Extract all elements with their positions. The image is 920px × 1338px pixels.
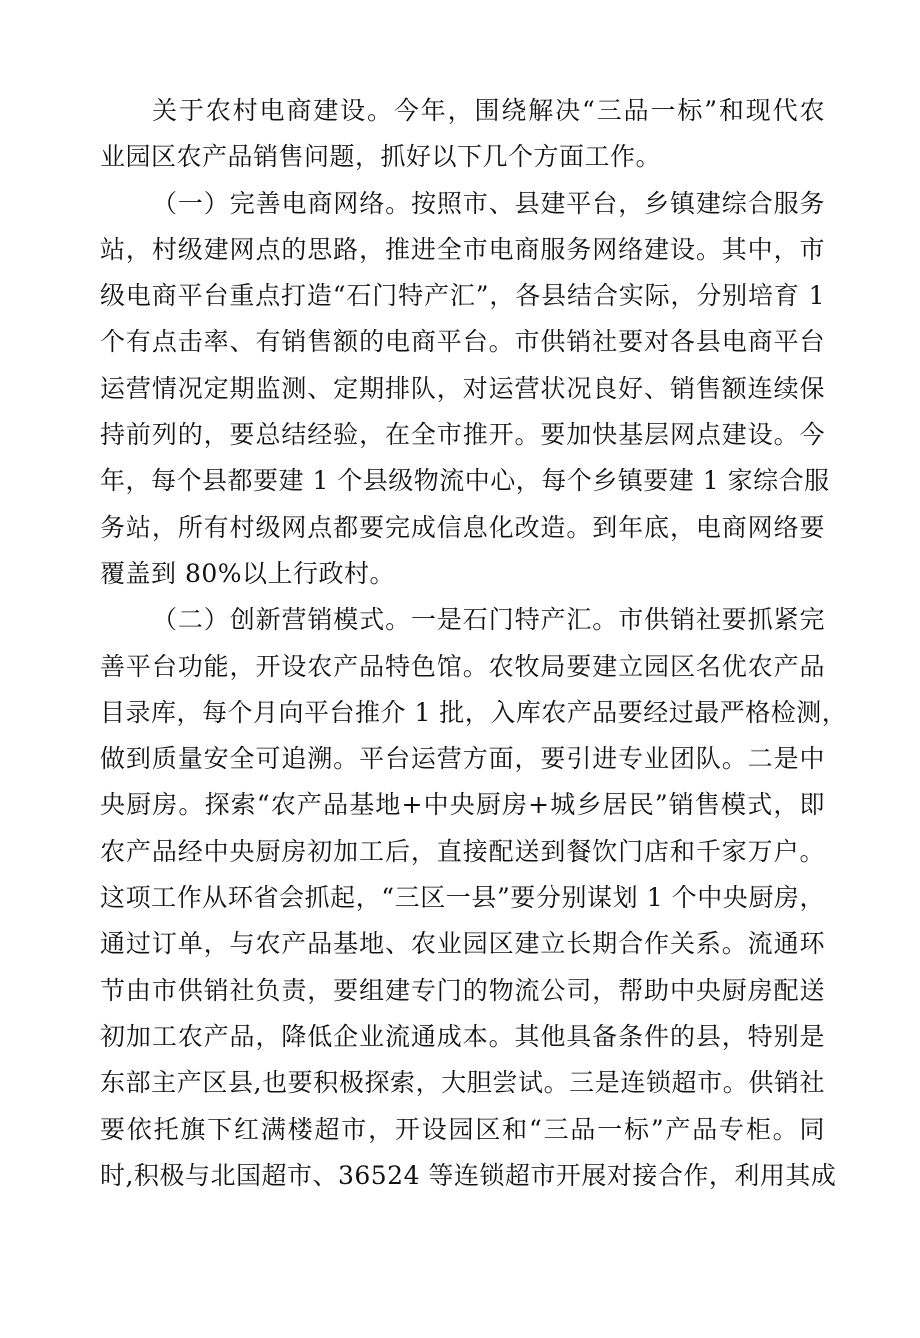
paragraph-line: 时,积极与北国超市、36524 等连锁超市开展对接合作，利用其成 [100,1160,837,1190]
paragraph-line: 运营情况定期监测、定期排队，对运营状况良好、销售额连续保 [100,373,825,403]
paragraph-line: 节由市供销社负责，要组建专门的物流公司，帮助中央厨房配送 [100,975,825,1005]
paragraph-marketing-models [100,597,848,1199]
paragraph-line: 初加工农产品，降低企业流通成本。其他具备条件的县，特别是 [100,1021,825,1051]
document-body [100,88,848,1199]
paragraph-line: （二）创新营销模式。一是石门特产汇。市供销社要抓紧完 [152,605,825,635]
paragraph-line: 这项工作从环省会抓起，“三区一县”要分别谋划 1 个中央厨房， [100,883,825,913]
paragraph-line: 目录库，每个月向平台推介 1 批，入库农产品要经过最严格检测， [100,697,848,727]
paragraph-rural-ecommerce-intro [100,88,825,181]
paragraph-line: 覆盖到 80%以上行政村。 [100,558,396,588]
paragraph-line: 务站，所有村级网点都要完成信息化改造。到年底，电商网络要 [100,512,825,542]
paragraph-line: 个有点击率、有销售额的电商平台。市供销社要对各县电商平台 [100,327,825,357]
paragraph-line: 善平台功能，开设农产品特色馆。农牧局要建立园区名优农产品 [100,651,825,681]
paragraph-line: 业园区农产品销售问题，抓好以下几个方面工作。 [100,142,662,172]
paragraph-line: 级电商平台重点打造“石门特产汇”，各县结合实际，分别培育 1 [100,281,825,311]
paragraph-line: （一）完善电商网络。按照市、县建平台，乡镇建综合服务 [152,188,825,218]
paragraph-line: 年，每个县都要建 1 个县级物流中心，每个乡镇要建 1 家综合服 [100,466,830,496]
paragraph-line: 东部主产区县,也要积极探索，大胆尝试。三是连锁超市。供销社 [100,1068,825,1098]
paragraph-line: 关于农村电商建设。今年，围绕解决“三品一标”和现代农 [152,96,825,125]
paragraph-line: 央厨房。探索“农产品基地+中央厨房+城乡居民”销售模式，即 [100,790,825,820]
paragraph-line: 做到质量安全可追溯。平台运营方面，要引进专业团队。二是中 [100,744,825,774]
paragraph-ecommerce-network [100,181,830,598]
paragraph-line: 通过订单，与农产品基地、农业园区建立长期合作关系。流通环 [100,929,825,959]
paragraph-line: 要依托旗下红满楼超市，开设园区和“三品一标”产品专柜。同 [100,1114,825,1144]
paragraph-line: 农产品经中央厨房初加工后，直接配送到餐饮门店和千家万户。 [100,836,825,866]
paragraph-line: 站，村级建网点的思路，推进全市电商服务网络建设。其中，市 [100,234,825,264]
paragraph-line: 持前列的，要总结经验，在全市推开。要加快基层网点建设。今 [100,420,825,450]
